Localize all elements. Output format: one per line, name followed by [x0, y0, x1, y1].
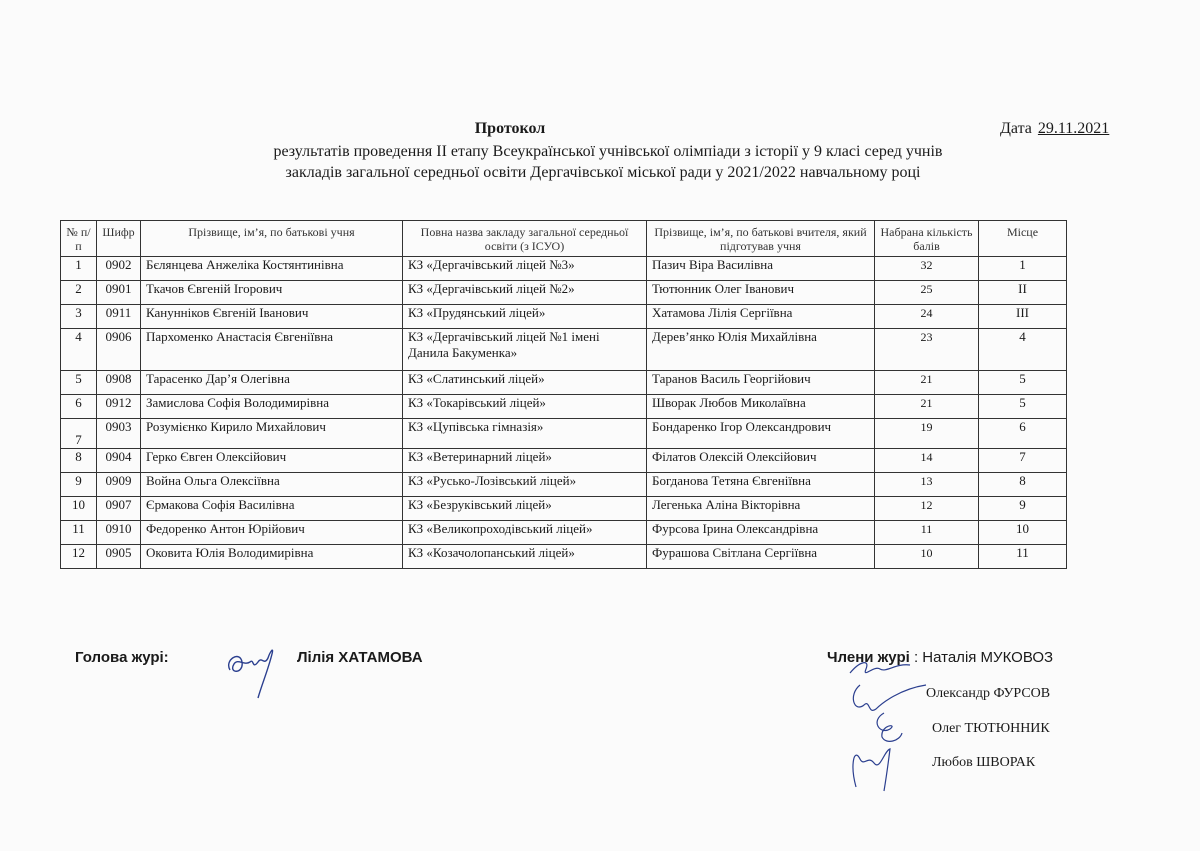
jury-chair-name: Лілія ХАТАМОВА [297, 649, 423, 666]
row-teacher: Філатов Олексій Олексійович [647, 449, 875, 473]
row-code: 0911 [97, 305, 141, 329]
row-student-name: Ткачов Євгеній Ігорович [141, 281, 403, 305]
row-school: КЗ «Безруківський ліцей» [403, 497, 647, 521]
members-signatures-icon [840, 655, 940, 795]
header-school: Повна назва закладу загальної середньої освіти (з ІСУО) [403, 221, 647, 257]
row-points: 32 [875, 257, 979, 281]
table-row [61, 419, 1067, 449]
jury-member: Наталія МУКОВОЗ [922, 649, 1054, 666]
table-row [61, 545, 1067, 569]
row-place: 6 [979, 419, 1067, 449]
row-student-name: Оковита Юлія Володимирівна [141, 545, 403, 569]
row-number: 2 [61, 281, 97, 305]
row-number: 9 [61, 473, 97, 497]
row-school: КЗ «Слатинський ліцей» [403, 371, 647, 395]
row-code: 0908 [97, 371, 141, 395]
row-place: ІІ [979, 281, 1067, 305]
subtitle-line-1: результатів проведення ІІ етапу Всеукраїнської учнівської олімпіади з історії у 9 класі серед учнів [273, 143, 943, 160]
row-points: 13 [875, 473, 979, 497]
row-number: 6 [61, 395, 97, 419]
row-teacher: Таранов Василь Георгійович [647, 371, 875, 395]
row-number: 8 [61, 449, 97, 473]
row-place: 1 [979, 257, 1067, 281]
table-row [61, 371, 1067, 395]
row-student-name: Бєлянцева Анжеліка Костянтинівна [141, 257, 403, 281]
row-teacher: Дерев’янко Юлія Михайлівна [647, 329, 875, 371]
row-school: КЗ «Русько-Лозівський ліцей» [403, 473, 647, 497]
row-student-name: Пархоменко Анастасія Євгеніївна [141, 329, 403, 371]
row-code: 0904 [97, 449, 141, 473]
row-code: 0905 [97, 545, 141, 569]
members-separator: : [909, 649, 923, 666]
row-number: 7 [61, 419, 97, 449]
row-student-name: Розумієнко Кирило Михайлович [141, 419, 403, 449]
results-table [60, 220, 1067, 569]
row-teacher: Хатамова Лілія Сергіївна [647, 305, 875, 329]
row-teacher: Тютюнник Олег Іванович [647, 281, 875, 305]
row-teacher: Шворак Любов Миколаївна [647, 395, 875, 419]
row-points: 24 [875, 305, 979, 329]
row-place: 4 [979, 329, 1067, 371]
row-student-name: Герко Євген Олексійович [141, 449, 403, 473]
header-number: № п/п [61, 221, 97, 257]
row-place: 9 [979, 497, 1067, 521]
members-label-text: Члени журі [827, 649, 910, 666]
row-student-name: Федоренко Антон Юрійович [141, 521, 403, 545]
row-school: КЗ «Ветеринарний ліцей» [403, 449, 647, 473]
row-place: 11 [979, 545, 1067, 569]
row-points: 23 [875, 329, 979, 371]
row-school: КЗ «Токарівський ліцей» [403, 395, 647, 419]
table-row [61, 281, 1067, 305]
row-number: 11 [61, 521, 97, 545]
row-points: 21 [875, 395, 979, 419]
row-teacher: Пазич Віра Василівна [647, 257, 875, 281]
row-points: 10 [875, 545, 979, 569]
date-value: 29.11.2021 [1037, 120, 1110, 137]
jury-chair-label: Голова журі: [75, 649, 169, 666]
row-place: 8 [979, 473, 1067, 497]
row-school: КЗ «Прудянський ліцей» [403, 305, 647, 329]
row-code: 0907 [97, 497, 141, 521]
row-code: 0912 [97, 395, 141, 419]
row-school: КЗ «Цупівська гімназія» [403, 419, 647, 449]
jury-member: Олександр ФУРСОВ [926, 686, 1051, 701]
row-number: 3 [61, 305, 97, 329]
table-row [61, 329, 1067, 371]
row-school: КЗ «Дергачівський ліцей №3» [403, 257, 647, 281]
row-points: 14 [875, 449, 979, 473]
row-teacher: Богданова Тетяна Євгеніївна [647, 473, 875, 497]
chair-signature-icon [222, 640, 282, 702]
row-code: 0903 [97, 419, 141, 449]
row-number: 5 [61, 371, 97, 395]
row-number: 4 [61, 329, 97, 371]
title-text: Протокол [474, 120, 546, 137]
row-points: 19 [875, 419, 979, 449]
table-row [61, 395, 1067, 419]
row-points: 12 [875, 497, 979, 521]
row-place: ІІІ [979, 305, 1067, 329]
subtitle-line-2: закладів загальної середньої освіти Дергачівської міської ради у 2021/2022 навчальному році [285, 164, 921, 181]
table-header-row [61, 221, 1067, 257]
row-teacher: Бондаренко Ігор Олександрович [647, 419, 875, 449]
header-code: Шифр [97, 221, 141, 257]
table-row [61, 521, 1067, 545]
row-student-name: Єрмакова Софія Василівна [141, 497, 403, 521]
row-school: КЗ «Козачолопанський ліцей» [403, 545, 647, 569]
row-student-name: Канунніков Євгеній Іванович [141, 305, 403, 329]
header-points: Набрана кількість балів [875, 221, 979, 257]
row-student-name: Война Ольга Олексіївна [141, 473, 403, 497]
row-points: 11 [875, 521, 979, 545]
row-teacher: Фурашова Світлана Сергіївна [647, 545, 875, 569]
row-teacher: Фурсова Ірина Олександрівна [647, 521, 875, 545]
row-points: 25 [875, 281, 979, 305]
row-place: 7 [979, 449, 1067, 473]
row-place: 5 [979, 395, 1067, 419]
row-teacher: Легенька Аліна Вікторівна [647, 497, 875, 521]
header-place: Місце [979, 221, 1067, 257]
header-student: Прізвище, ім’я, по батькові учня [141, 221, 403, 257]
row-number: 10 [61, 497, 97, 521]
row-code: 0909 [97, 473, 141, 497]
row-points: 21 [875, 371, 979, 395]
row-code: 0902 [97, 257, 141, 281]
date-label: Дата [1000, 120, 1032, 137]
row-school: КЗ «Дергачівський ліцей №1 імені Данила Бакуменка» [403, 329, 647, 371]
row-code: 0901 [97, 281, 141, 305]
row-place: 10 [979, 521, 1067, 545]
row-school: КЗ «Дергачівський ліцей №2» [403, 281, 647, 305]
table-row [61, 449, 1067, 473]
row-school: КЗ «Великопроходівський ліцей» [403, 521, 647, 545]
jury-member: Любов ШВОРАК [932, 755, 1036, 770]
row-student-name: Замислова Софія Володимирівна [141, 395, 403, 419]
row-number: 1 [61, 257, 97, 281]
table-row [61, 305, 1067, 329]
table-row [61, 497, 1067, 521]
row-code: 0910 [97, 521, 141, 545]
row-place: 5 [979, 371, 1067, 395]
row-student-name: Тарасенко Дар’я Олегівна [141, 371, 403, 395]
header-teacher: Прізвище, ім’я, по батькові вчителя, який підготував учня [647, 221, 875, 257]
row-code: 0906 [97, 329, 141, 371]
document-date [1000, 120, 1109, 138]
table-row [61, 473, 1067, 497]
table-row [61, 257, 1067, 281]
row-number: 12 [61, 545, 97, 569]
jury-member: Олег ТЮТЮННИК [932, 721, 1050, 736]
